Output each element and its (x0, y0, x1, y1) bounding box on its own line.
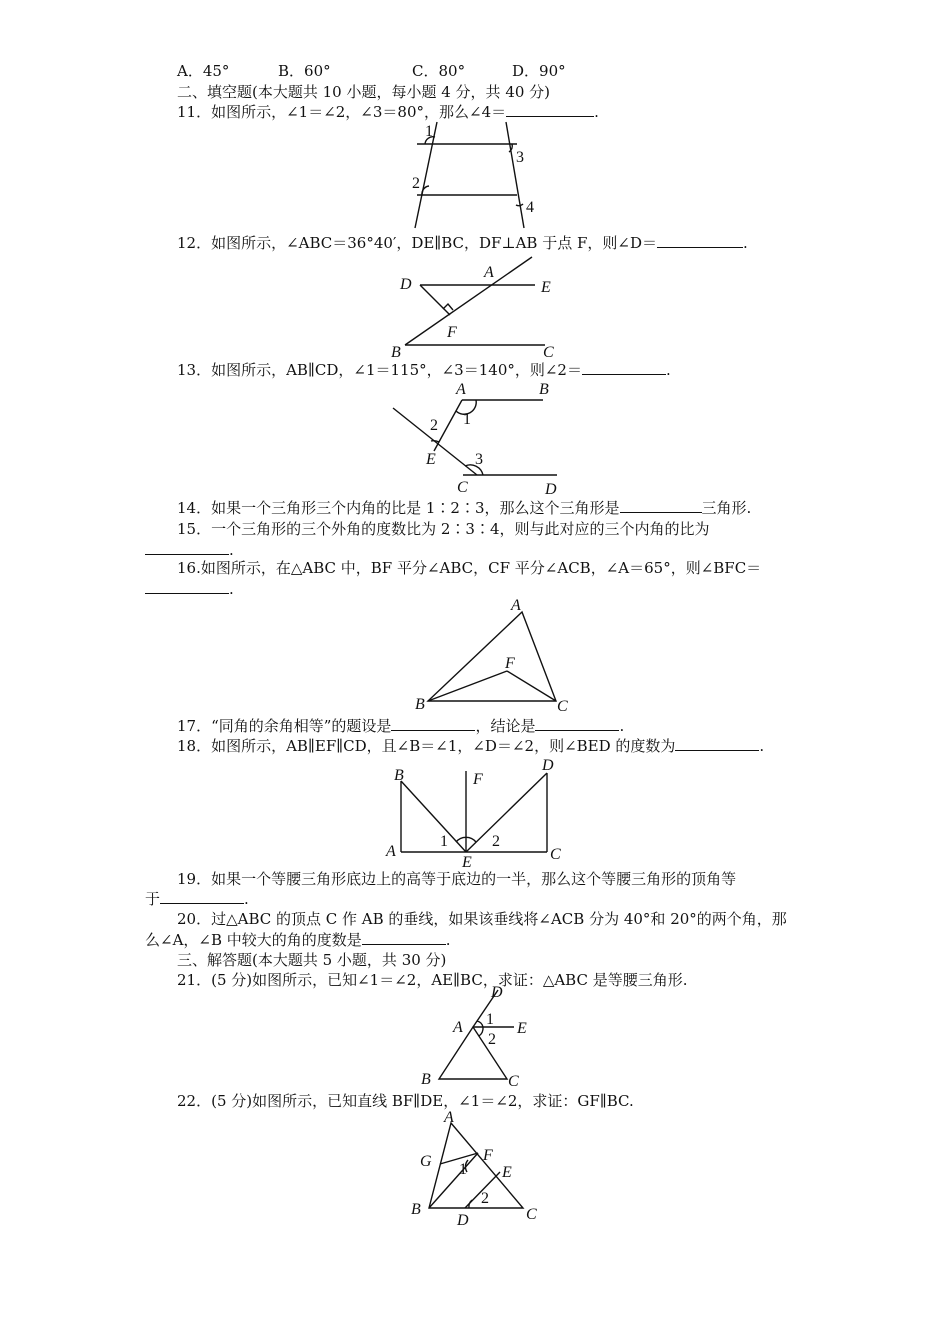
q21-label-D: D (491, 984, 503, 1001)
q19-blank (160, 890, 244, 904)
q13-label-B: B (539, 381, 549, 398)
q18-figure (382, 755, 572, 870)
q16-end: . (229, 580, 234, 598)
q16-label-C: C (557, 698, 568, 715)
q12-label-C: C (543, 344, 554, 361)
q19-line2 (145, 890, 249, 908)
q22-label-D: D (457, 1212, 469, 1229)
q22-text: 22．(5 分)如图所示，已知直线 BF∥DE，∠1＝∠2，求证：GF∥BC. (177, 1092, 634, 1110)
q13-stem: 13．如图所示，AB∥CD，∠1＝115°，∠3＝140°，则∠2＝ (177, 361, 582, 379)
q21-text: 21．(5 分)如图所示，已知∠1＝∠2，AE∥BC，求证：△ABC 是等腰三角形. (177, 971, 688, 989)
q12-blank (657, 234, 743, 248)
q20-blank (362, 931, 446, 945)
option-a: A．45° (177, 62, 230, 80)
q22-label-A: A (444, 1109, 454, 1126)
q17-stem: 17．“同角的余角相等”的题设是 (177, 717, 392, 735)
q12-label-F: F (447, 324, 457, 341)
q14-text (177, 499, 751, 517)
q16-label-F: F (505, 655, 515, 672)
q11-end: . (594, 103, 599, 121)
q21-label-1: 1 (486, 1011, 494, 1028)
q21-label-A: A (453, 1019, 463, 1036)
q13-text (177, 361, 671, 379)
q13-figure (385, 378, 570, 498)
q22-figure (405, 1105, 555, 1235)
q20-line2 (145, 931, 451, 949)
q22-label-2: 2 (481, 1190, 489, 1207)
q20-end: . (445, 931, 451, 949)
q17-blank-1 (391, 717, 475, 731)
q14-tail: 三角形. (701, 499, 752, 517)
q18-label-1: 1 (440, 833, 448, 850)
q15-line2 (145, 541, 234, 559)
q11-label-3: 3 (516, 149, 524, 166)
q13-label-E: E (426, 451, 436, 468)
q16-blank (145, 580, 229, 594)
q12-label-A: A (484, 264, 494, 281)
section2-title: 二、填空题(本大题共 10 小题，每小题 4 分，共 40 分) (177, 83, 551, 101)
q18-label-2: 2 (492, 833, 500, 850)
q22-label-1: 1 (459, 1161, 467, 1178)
q20-line1: 20．过△ABC 的顶点 C 作 AB 的垂线，如果该垂线将∠ACB 分为 40°和 20°的两个角，那 (177, 910, 787, 928)
q22-label-B: B (411, 1201, 421, 1218)
q21-label-C: C (508, 1073, 519, 1090)
q14-stem: 14．如果一个三角形三个内角的比是 1∶2∶3，那么这个三角形是 (177, 499, 620, 517)
q16-line2 (145, 580, 234, 598)
q12-text (177, 234, 748, 252)
q12-label-B: B (391, 344, 401, 361)
q17-mid: ，结论是 (475, 717, 536, 735)
q18-end: . (759, 737, 765, 755)
q12-end: . (742, 234, 748, 252)
q11-label-2: 2 (412, 175, 420, 192)
q22-label-G: G (420, 1153, 432, 1170)
q18-label-A: A (386, 843, 396, 860)
q13-label-3: 3 (475, 451, 483, 468)
q11-blank (506, 103, 594, 117)
q18-label-B: B (394, 767, 404, 784)
q12-label-E: E (541, 279, 551, 296)
q21-label-2: 2 (488, 1031, 496, 1048)
q13-label-D: D (545, 481, 557, 498)
q12-figure (390, 255, 575, 365)
q22-label-C: C (526, 1206, 537, 1223)
q18-stem: 18．如图所示，AB∥EF∥CD，且∠B＝∠1，∠D＝∠2，则∠BED 的度数为 (177, 737, 676, 755)
q16-label-A: A (511, 597, 521, 614)
q18-blank (675, 737, 759, 751)
q18-label-C: C (550, 846, 561, 863)
q21-label-B: B (421, 1071, 431, 1088)
q19-line1: 19．如果一个等腰三角形底边上的高等于底边的一半，那么这个等腰三角形的顶角等 (177, 870, 737, 888)
q17-blank-2 (535, 717, 619, 731)
q11-stem: 11．如图所示，∠1＝∠2，∠3＝80°，那么∠4＝ (177, 103, 507, 121)
q11-figure (395, 120, 555, 230)
q11-label-4: 4 (526, 199, 534, 216)
option-c: C．80° (412, 62, 466, 80)
q13-label-1: 1 (463, 411, 471, 428)
q18-text (177, 737, 764, 755)
q22-label-E: E (502, 1164, 512, 1181)
q17-text (177, 717, 624, 735)
q15-blank (145, 541, 229, 555)
q17-end: . (619, 717, 625, 735)
option-d: D．90° (512, 62, 566, 80)
q20-prefix: 么∠A，∠B 中较大的角的度数是 (145, 931, 362, 949)
q12-stem: 12．如图所示，∠ABC＝36°40′，DE∥BC，DF⊥AB 于点 F，则∠D＝ (177, 234, 657, 252)
section3-title: 三、解答题(本大题共 5 小题，共 30 分) (177, 951, 447, 969)
q11-text (177, 103, 599, 121)
q13-label-C: C (457, 479, 468, 496)
q19-prefix: 于 (145, 890, 161, 908)
q13-blank (582, 361, 666, 375)
q18-label-F: F (473, 771, 483, 788)
q13-label-A: A (456, 381, 466, 398)
q15-line1: 15．一个三角形的三个外角的度数比为 2∶3∶4，则与此对应的三个内角的比为 (177, 520, 710, 538)
q11-label-1: 1 (425, 123, 433, 140)
q16-label-B: B (415, 696, 425, 713)
q22-label-F: F (483, 1147, 493, 1164)
q15-end: . (229, 541, 234, 559)
q16-figure (412, 596, 577, 716)
option-b: B．60° (278, 62, 331, 80)
q12-label-D: D (400, 276, 412, 293)
q19-end: . (244, 890, 249, 908)
q13-label-2: 2 (430, 417, 438, 434)
q14-blank (620, 499, 702, 513)
q16-line1: 16.如图所示，在△ABC 中，BF 平分∠ABC，CF 平分∠ACB，∠A＝65°，则∠BFC＝ (177, 559, 762, 577)
q21-label-E: E (517, 1020, 527, 1037)
options-line (177, 62, 229, 80)
q13-end: . (665, 361, 671, 379)
q21-figure (418, 985, 538, 1090)
q18-label-E: E (462, 854, 472, 871)
q18-label-D: D (542, 757, 554, 774)
